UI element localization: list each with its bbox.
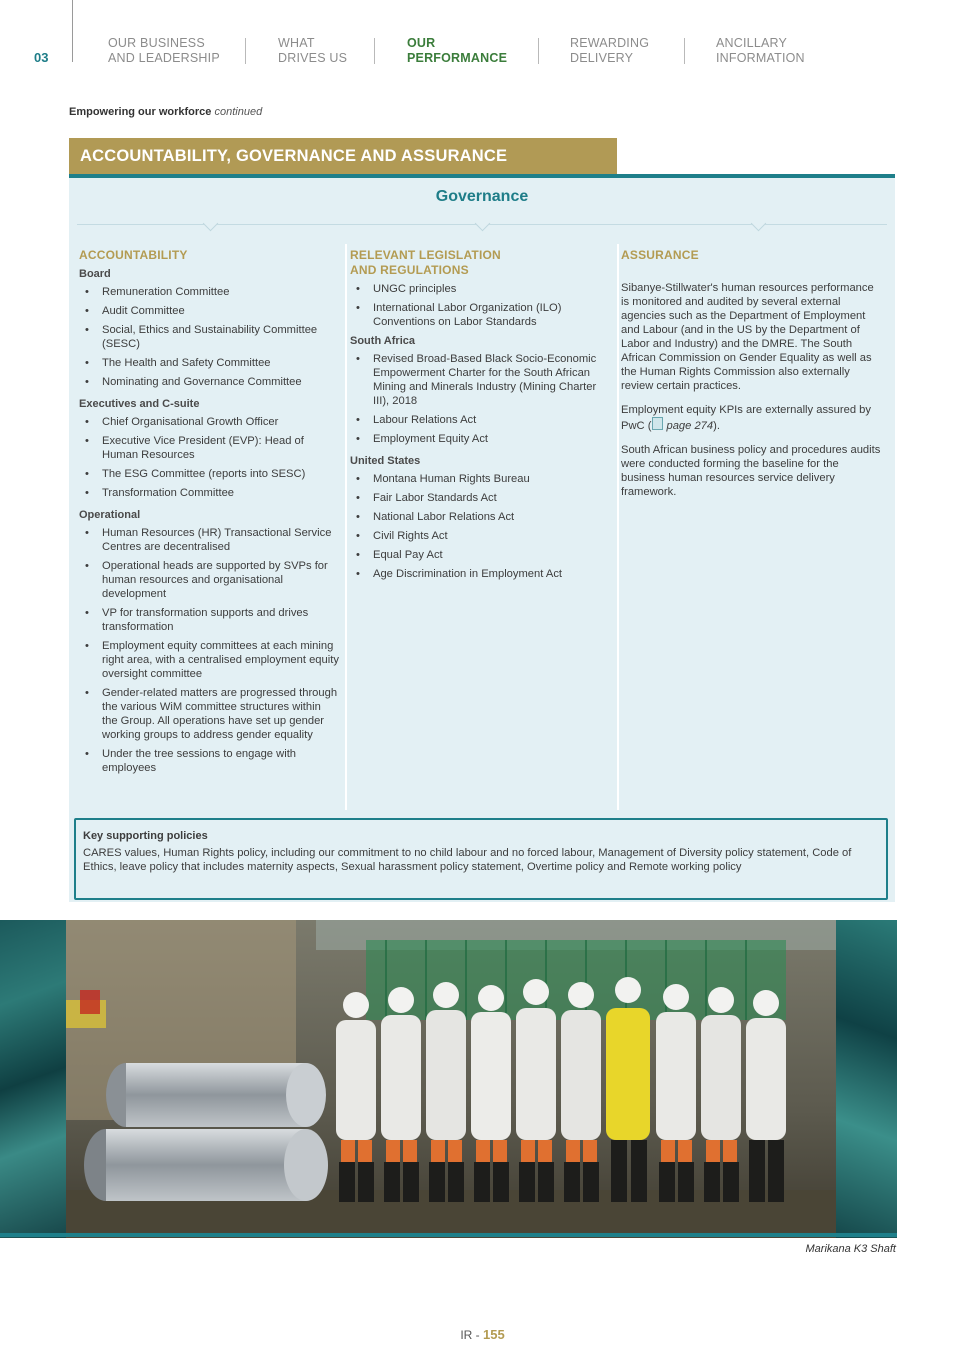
assurance-heading: ASSURANCE <box>621 248 699 262</box>
list-item: • Labour Relations Act <box>350 413 608 427</box>
chevron-down-icon <box>203 216 219 232</box>
column-divider <box>617 244 619 810</box>
nav-separator <box>538 38 539 64</box>
nav-item-rewarding-delivery[interactable] <box>570 36 649 66</box>
nav-label-line1: WHAT <box>278 36 315 50</box>
page-prefix: IR - <box>460 1328 483 1342</box>
nav-separator <box>374 38 375 64</box>
nav-label-line2: DRIVES US <box>278 51 348 65</box>
group-title: Board <box>79 268 111 280</box>
list-item: • The Health and Safety Committee <box>79 356 339 370</box>
assurance-paragraph: Sibanye-Stillwater's human resources performance is monitored and audited by several external agencies such as the Department of Employment and Labour (and in the US by the Department of Labor and Industry) and the DMRE. The South African Commission on Gender Equality as well as the Human Rights Commission also externally review certain practices. <box>621 282 874 392</box>
list-item: • Nominating and Governance Committee <box>79 375 339 389</box>
mine-crew-illustration <box>66 920 836 1238</box>
governance-panel <box>69 174 895 902</box>
nav-label-line1: ANCILLARY <box>716 36 788 50</box>
page-reference-link[interactable]: page 274 <box>666 420 714 432</box>
section-suffix: continued <box>214 106 263 118</box>
operational-list <box>79 526 339 775</box>
nav-item-business-leadership[interactable] <box>108 36 220 66</box>
list-item: • The ESG Committee (reports into SESC) <box>79 467 339 481</box>
section-title: Empowering our workforce <box>69 106 212 118</box>
list-item: • Audit Committee <box>79 304 339 318</box>
group-title: South Africa <box>350 335 415 347</box>
nav-label-line2: DELIVERY <box>570 51 634 65</box>
list-item: • Employment Equity Act <box>350 432 608 446</box>
photo-bottom-rule <box>0 1233 897 1237</box>
group-title: Executives and C-suite <box>79 398 200 410</box>
chevron-down-icon <box>475 216 491 232</box>
nav-label-line2: AND LEADERSHIP <box>108 51 220 65</box>
rock-texture-left <box>0 920 66 1238</box>
assurance-text: ). <box>713 420 720 432</box>
list-item: • Civil Rights Act <box>350 529 608 543</box>
nav-label-line1: OUR BUSINESS <box>108 36 205 50</box>
accountability-heading: ACCOUNTABILITY <box>79 248 188 262</box>
accountability-column <box>79 248 339 780</box>
group-photo <box>66 920 836 1238</box>
list-item: • National Labor Relations Act <box>350 510 608 524</box>
key-policies-box <box>74 818 888 900</box>
nav-separator <box>684 38 685 64</box>
list-item: • Employment equity committees at each mining right area, with a centralised employment equity oversight committee <box>79 639 339 681</box>
list-item: • Chief Organisational Growth Officer <box>79 415 339 429</box>
page-number <box>0 1327 965 1342</box>
chapter-number: 03 <box>34 50 49 65</box>
list-item: • Fair Labor Standards Act <box>350 491 608 505</box>
governance-title: Governance <box>435 188 529 205</box>
column-divider <box>345 244 347 810</box>
photo-frame <box>0 920 897 1238</box>
heading-line1: RELEVANT LEGISLATION <box>350 248 501 262</box>
page-value: 155 <box>482 1327 505 1342</box>
key-policies-title: Key supporting policies <box>83 830 208 842</box>
list-item: • Equal Pay Act <box>350 548 608 562</box>
general-list <box>350 282 608 329</box>
legislation-heading <box>350 248 608 278</box>
list-item: • Under the tree sessions to engage with employees <box>79 747 339 775</box>
list-item: • Social, Ethics and Sustainability Committee (SESC) <box>79 323 339 351</box>
list-item: • Remuneration Committee <box>79 285 339 299</box>
chevron-down-icon <box>751 216 767 232</box>
nav-item-ancillary-information[interactable] <box>716 36 805 66</box>
nav-separator <box>245 38 246 64</box>
list-item: • Executive Vice President (EVP): Head of Human Resources <box>79 434 339 462</box>
list-item: • Human Resources (HR) Transactional Service Centres are decentralised <box>79 526 339 554</box>
list-item: • International Labor Organization (ILO) Conventions on Labor Standards <box>350 301 608 329</box>
list-item: • UNGC principles <box>350 282 608 296</box>
group-title: Operational <box>79 509 141 521</box>
united-states-list <box>350 472 608 581</box>
heading-line2: AND REGULATIONS <box>350 263 469 277</box>
rock-texture-right <box>836 920 897 1238</box>
executives-list <box>79 415 339 500</box>
list-item: • Gender-related matters are progressed through the various WiM committee structures within the Group. All operations have set up gender working groups to address gender equality <box>79 686 339 742</box>
assurance-paragraph: South African business policy and procedures audits were conducted forming the baseline for the business human resources service delivery framework. <box>621 444 881 498</box>
nav-label-line2: PERFORMANCE <box>407 51 508 65</box>
legislation-column <box>350 248 608 586</box>
list-item: • Age Discrimination in Employment Act <box>350 567 608 581</box>
nav-item-what-drives-us[interactable] <box>278 36 347 66</box>
nav-label-line1: OUR <box>407 36 436 50</box>
list-item: • Operational heads are supported by SVPs for human resources and organisational development <box>79 559 339 601</box>
board-list <box>79 285 339 389</box>
list-item: • Transformation Committee <box>79 486 339 500</box>
list-item: • Revised Broad-Based Black Socio-Economic Empowerment Charter for the South African Mining and Minerals Industry (Mining Charter III), 2018 <box>350 352 608 408</box>
south-africa-list <box>350 352 608 446</box>
assurance-text: Employment equity KPIs are externally assured by PwC ( <box>621 404 871 432</box>
group-title: United States <box>350 455 421 467</box>
photo-caption: Marikana K3 Shaft <box>805 1243 896 1255</box>
section-banner: ACCOUNTABILITY, GOVERNANCE AND ASSURANCE <box>69 138 617 174</box>
document-icon <box>652 417 663 430</box>
list-item: • VP for transformation supports and drives transformation <box>79 606 339 634</box>
nav-label-line1: REWARDING <box>570 36 650 50</box>
assurance-column <box>621 248 883 509</box>
nav-item-our-performance[interactable] <box>407 36 507 66</box>
section-label <box>69 106 262 118</box>
nav-label-line2: INFORMATION <box>716 51 805 65</box>
assurance-paragraph <box>621 403 883 433</box>
list-item: • Montana Human Rights Bureau <box>350 472 608 486</box>
key-policies-text: CARES values, Human Rights policy, including our commitment to no child labour and no forced labour, Management of Diversity policy statement, Code of Ethics, leave policy that includes maternity aspects, Sexual harassment policy statement, Overtime policy and Remote working policy <box>83 847 852 873</box>
chapter-nav <box>0 36 965 66</box>
